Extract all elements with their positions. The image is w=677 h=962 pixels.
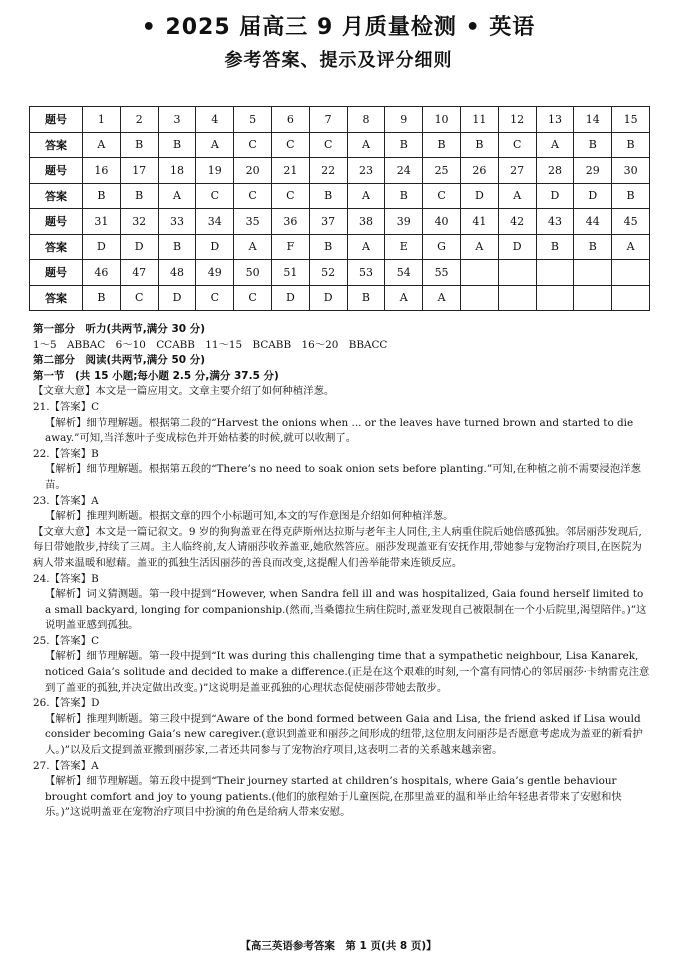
question-number-cell: 11 — [460, 107, 498, 133]
content-paragraph: 【解析】推理判断题。根据文章的四个小标题可知,本文的写作意图是介绍如何种植洋葱。 — [45, 510, 454, 523]
content-paragraph: 【解析】细节理解题。根据第五段的“There’s no need to soak onion sets before planting.”可知,在种植之前不需要浸泡洋葱苗。 — [45, 463, 641, 491]
row-header: 题号 — [30, 260, 83, 286]
content-paragraph: 【解析】细节理解题。第五段中提到“Their journey started at children’s hospitals, where Gaia’s gentle behaviour brought comfort and joy to young patients.(他们的旅程始于儿童医院,在那里盖亚的温和举止给年轻患者带来了安慰和快乐。)”这说明盖亚在宠物治疗项目中扮演的角色是给病人带来安慰。 — [45, 775, 622, 819]
content-paragraph: 27.【答案】A — [33, 759, 99, 772]
question-number-cell: 55 — [423, 260, 461, 286]
answer-cell: B — [120, 132, 158, 158]
answer-cell: B — [83, 285, 121, 311]
answer-cell: D — [271, 285, 309, 311]
question-number-cell: 23 — [347, 158, 385, 184]
answer-cell: B — [158, 132, 196, 158]
answer-cell — [498, 285, 536, 311]
answer-cell: B — [120, 183, 158, 209]
page-footer: 【高三英语参考答案 第 1 页(共 8 页)】 — [240, 940, 437, 952]
row-header: 答案 — [30, 132, 83, 158]
answer-cell: A — [423, 285, 461, 311]
answer-cell: B — [385, 132, 423, 158]
answer-row — [30, 183, 650, 209]
answer-cell: A — [347, 234, 385, 260]
question-number-cell: 28 — [536, 158, 574, 184]
question-number-cell: 10 — [423, 107, 461, 133]
answer-cell: A — [612, 234, 650, 260]
question-number-cell — [574, 260, 612, 286]
question-number-cell: 44 — [574, 209, 612, 235]
answer-cell: B — [612, 183, 650, 209]
question-number-cell: 2 — [120, 107, 158, 133]
question-number-cell — [536, 260, 574, 286]
question-number-cell: 38 — [347, 209, 385, 235]
answer-cell: B — [574, 132, 612, 158]
content-paragraph: 第一节 (共 15 小题;每小题 2.5 分,满分 37.5 分) — [33, 369, 279, 382]
content-paragraph: 【文章大意】本文是一篇记叙文。9 岁的狗狗盖亚在得克萨斯州达拉斯与老年主人同住,主人病重住院后她倍感孤独。邻居丽莎发现后,每日带她散步,持续了三周。主人临终前,友人请丽莎收养盖亚,她欣然答应。丽莎发现盖亚有安抚作用,带她参与宠物治疗项目,在医院为病人带来温暖和慰藉。盖亚的孤独生活因丽莎的善良而改变,这提醒人们善举能带来连锁反应。 — [33, 525, 642, 569]
answer-cell: D — [574, 183, 612, 209]
question-number-cell: 7 — [309, 107, 347, 133]
question-number-row — [30, 158, 650, 184]
answer-cell: C — [271, 132, 309, 158]
answer-cell: C — [234, 183, 272, 209]
question-number-cell: 25 — [423, 158, 461, 184]
question-number-cell: 31 — [83, 209, 121, 235]
question-number-cell: 51 — [271, 260, 309, 286]
question-number-cell: 49 — [196, 260, 234, 286]
row-header: 答案 — [30, 183, 83, 209]
question-number-cell: 16 — [83, 158, 121, 184]
answer-cell: A — [83, 132, 121, 158]
question-number-cell: 40 — [423, 209, 461, 235]
question-number-cell: 27 — [498, 158, 536, 184]
question-number-cell: 50 — [234, 260, 272, 286]
content-paragraph: 22.【答案】B — [33, 447, 99, 460]
question-number-cell: 45 — [612, 209, 650, 235]
question-number-row — [30, 107, 650, 133]
answer-row — [30, 132, 650, 158]
question-number-cell: 46 — [83, 260, 121, 286]
question-number-cell: 48 — [158, 260, 196, 286]
content-paragraph: 23.【答案】A — [33, 494, 99, 507]
question-number-cell: 33 — [158, 209, 196, 235]
answer-cell: B — [83, 183, 121, 209]
content-paragraph: 25.【答案】C — [33, 634, 100, 647]
question-number-cell — [612, 260, 650, 286]
question-number-cell: 18 — [158, 158, 196, 184]
answer-cell: C — [309, 132, 347, 158]
answer-cell: F — [271, 234, 309, 260]
row-header: 答案 — [30, 234, 83, 260]
answer-cell: D — [196, 234, 234, 260]
question-number-cell: 32 — [120, 209, 158, 235]
answer-cell: D — [158, 285, 196, 311]
answer-cell: D — [120, 234, 158, 260]
page-subtitle: 参考答案、提示及评分细则 — [224, 50, 453, 71]
answer-cell: B — [574, 234, 612, 260]
question-number-row — [30, 260, 650, 286]
answer-cell: A — [460, 234, 498, 260]
question-number-cell — [498, 260, 536, 286]
question-number-cell: 29 — [574, 158, 612, 184]
answer-cell: B — [347, 285, 385, 311]
question-number-cell: 36 — [271, 209, 309, 235]
question-number-cell: 13 — [536, 107, 574, 133]
page-title: • 2025 届高三 9 月质量检测 • 英语 — [141, 15, 536, 40]
question-number-cell: 26 — [460, 158, 498, 184]
row-header: 题号 — [30, 209, 83, 235]
answer-cell: A — [196, 132, 234, 158]
question-number-cell: 43 — [536, 209, 574, 235]
question-number-cell: 35 — [234, 209, 272, 235]
question-number-cell: 30 — [612, 158, 650, 184]
answer-cell: G — [423, 234, 461, 260]
row-header: 答案 — [30, 285, 83, 311]
question-number-cell: 53 — [347, 260, 385, 286]
answer-cell: C — [423, 183, 461, 209]
question-number-cell: 5 — [234, 107, 272, 133]
question-number-cell: 14 — [574, 107, 612, 133]
content-paragraph: 【解析】细节理解题。根据第二段的“Harvest the onions when ... or the leaves have turned brown and started to die away.”可知,当洋葱叶子变成棕色并开始枯萎的时候,就可以收割了。 — [45, 416, 634, 445]
question-number-cell: 17 — [120, 158, 158, 184]
answer-cell: A — [498, 183, 536, 209]
question-number-cell: 8 — [347, 107, 385, 133]
question-number-cell: 39 — [385, 209, 423, 235]
question-number-cell: 54 — [385, 260, 423, 286]
question-number-cell — [460, 260, 498, 286]
question-number-cell: 20 — [234, 158, 272, 184]
question-number-cell: 42 — [498, 209, 536, 235]
content-paragraph: 第一部分 听力(共两节,满分 30 分) — [33, 323, 206, 335]
answer-cell: C — [234, 285, 272, 311]
content-paragraph: 21.【答案】C — [33, 400, 100, 413]
answer-cell: C — [120, 285, 158, 311]
content-paragraph: 24.【答案】B — [33, 572, 99, 585]
question-number-cell: 12 — [498, 107, 536, 133]
question-number-cell: 22 — [309, 158, 347, 184]
question-number-cell: 9 — [385, 107, 423, 133]
answer-cell: D — [83, 234, 121, 260]
answer-cell: B — [612, 132, 650, 158]
question-number-cell: 15 — [612, 107, 650, 133]
answer-cell — [536, 285, 574, 311]
question-number-cell: 37 — [309, 209, 347, 235]
question-number-cell: 19 — [196, 158, 234, 184]
answer-cell — [460, 285, 498, 311]
answer-cell: B — [309, 234, 347, 260]
answer-cell: C — [196, 183, 234, 209]
answer-cell: B — [158, 234, 196, 260]
answer-cell — [612, 285, 650, 311]
content-paragraph: 第二部分 阅读(共两节,满分 50 分) — [33, 354, 206, 367]
question-number-cell: 24 — [385, 158, 423, 184]
answer-cell: A — [347, 183, 385, 209]
answer-cell: A — [158, 183, 196, 209]
answer-row — [30, 234, 650, 260]
answer-cell: A — [234, 234, 272, 260]
answer-cell: A — [347, 132, 385, 158]
question-number-cell: 41 — [460, 209, 498, 235]
answer-cell: C — [271, 183, 309, 209]
answer-cell: C — [196, 285, 234, 311]
answer-cell: D — [536, 183, 574, 209]
answer-cell: C — [234, 132, 272, 158]
question-number-cell: 52 — [309, 260, 347, 286]
content-paragraph: 【解析】词义猜测题。第一段中提到“However, when Sandra fell ill and was hospitalized, Gaia found herself limited to a small backyard, longing for companionship.(然而,当桑德拉生病住院时,盖亚发现自己被限制在一个小后院里,渴望陪伴。)”这说明盖亚感到孤独。 — [45, 588, 647, 632]
answer-cell: E — [385, 234, 423, 260]
question-number-cell: 3 — [158, 107, 196, 133]
row-header: 题号 — [30, 107, 83, 133]
answer-row — [30, 285, 650, 311]
content-paragraph: 【解析】细节理解题。第一段中提到“It was during this challenging time that a sympathetic neighbour, Lisa Kanarek, noticed Gaia’s solitude and decided to make a difference.(正是在这个艰难的时刻,一个富有同情心的邻居丽莎·卡纳雷克注意到了盖亚的孤独,并决定做出改变。)”这说明是盖亚孤独的心理状态促使丽莎带她去散步。 — [45, 650, 650, 694]
content-paragraph: 【文章大意】本文是一篇应用文。文章主要介绍了如何种植洋葱。 — [33, 385, 335, 398]
answer-cell: B — [385, 183, 423, 209]
content-paragraph: 【解析】推理判断题。第三段中提到“Aware of the bond formed between Gaia and Lisa, the friend asked if Lisa would consider becoming Gaia’s new caregiver.(意识到盖亚和丽莎之间形成的纽带,这位朋友问丽莎是否愿意考虑成为盖亚的新看护人。)”以及后文提到盖亚搬到丽莎家,二者还共同参与了宠物治疗项目,这表明二者的关系越来越亲密。 — [45, 712, 643, 757]
question-number-cell: 6 — [271, 107, 309, 133]
answer-cell: A — [536, 132, 574, 158]
question-number-cell: 34 — [196, 209, 234, 235]
answer-cell — [574, 285, 612, 311]
answer-explanations — [33, 322, 650, 821]
answer-cell: D — [309, 285, 347, 311]
question-number-cell: 47 — [120, 260, 158, 286]
answer-cell: A — [385, 285, 423, 311]
answer-table — [29, 106, 650, 311]
row-header: 题号 — [30, 158, 83, 184]
answer-cell: B — [460, 132, 498, 158]
question-number-row — [30, 209, 650, 235]
answer-cell: B — [536, 234, 574, 260]
question-number-cell: 1 — [83, 107, 121, 133]
answer-cell: B — [423, 132, 461, 158]
answer-cell: D — [498, 234, 536, 260]
answer-cell: D — [460, 183, 498, 209]
question-number-cell: 21 — [271, 158, 309, 184]
question-number-cell: 4 — [196, 107, 234, 133]
content-paragraph: 26.【答案】D — [33, 697, 100, 710]
answer-cell: C — [498, 132, 536, 158]
content-paragraph: 1～5 ABBAC 6～10 CCABB 11～15 BCABB 16～20 BBACC — [33, 338, 388, 351]
answer-cell: B — [309, 183, 347, 209]
